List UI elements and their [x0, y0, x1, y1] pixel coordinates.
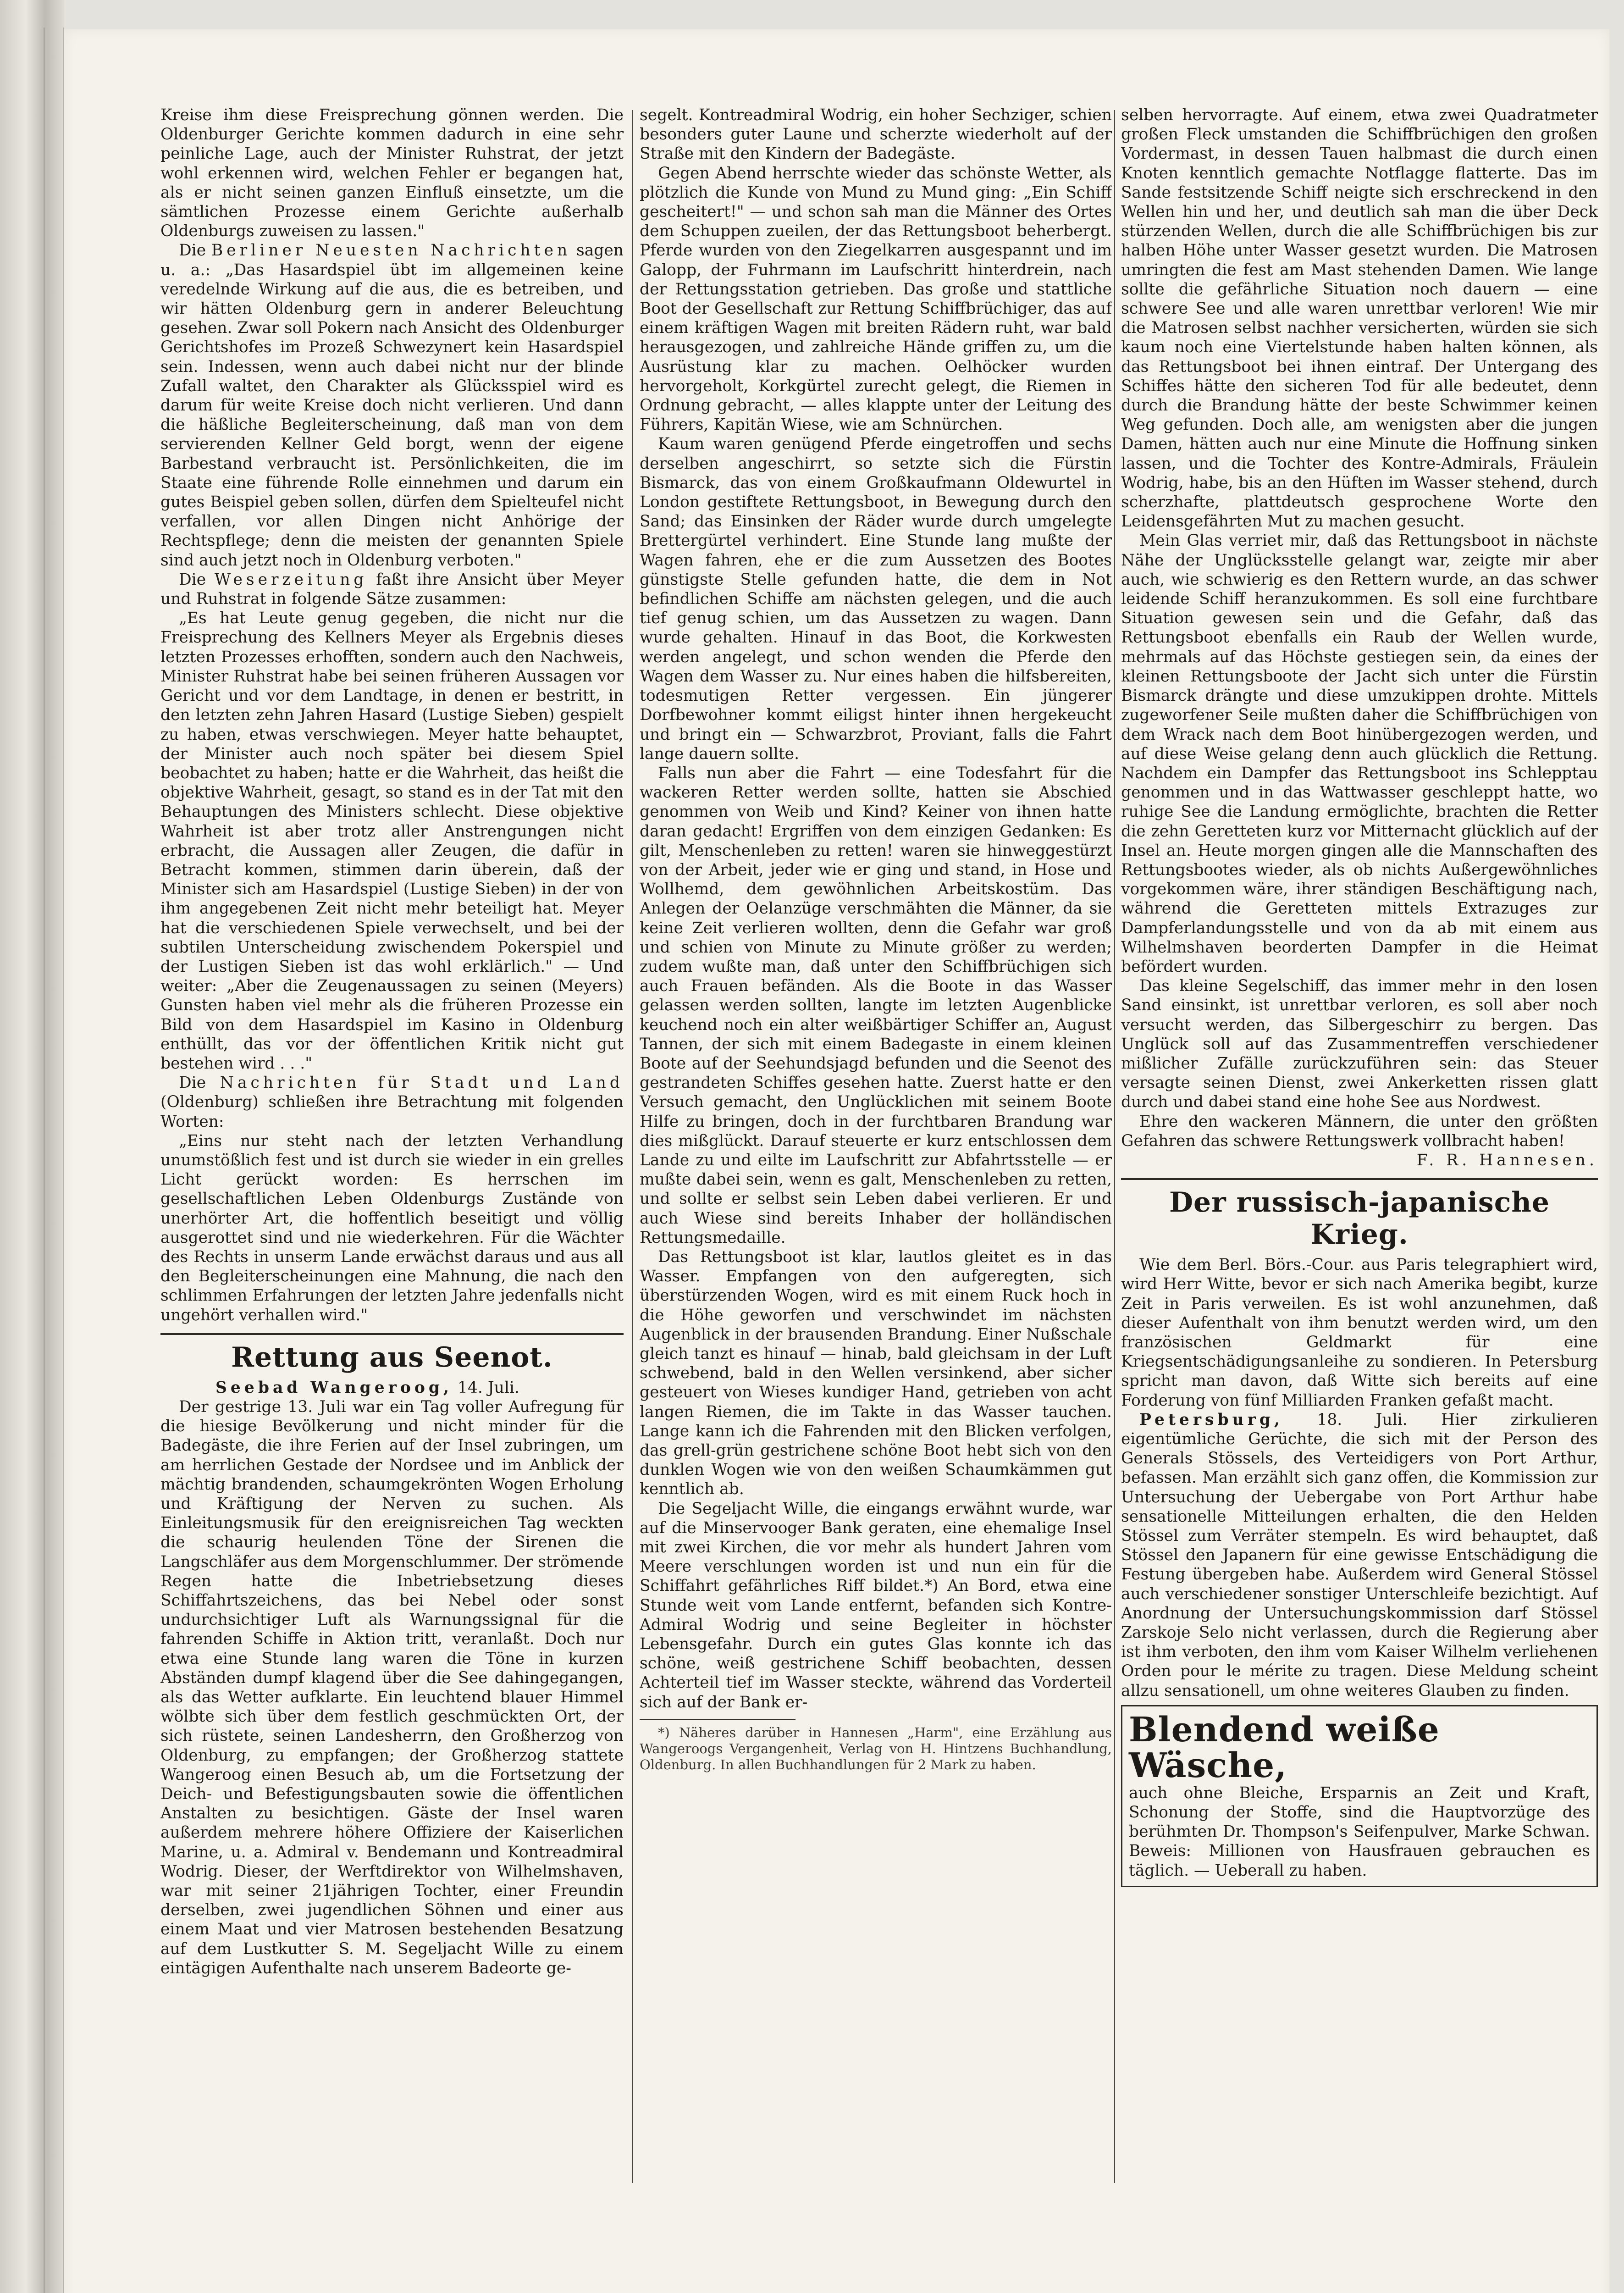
advertisement: [1121, 1705, 1598, 1887]
section-divider: [160, 1333, 624, 1335]
ad-headline: Blendend weiße Wäsche,: [1129, 1710, 1440, 1785]
paragraph: [160, 1073, 624, 1131]
paragraph: Das Rettungsboot ist klar, lautlos gleitet es in das Wasser. Empfangen von den aufgeregten, sich überstürzenden Wogen, wird es mit einem Ruck hoch in die Höhe geworfen und verschwindet im nächsten Augenblick in der brausenden Brandung. Einer Nußschale gleich tanzt es hinauf — hinab, bald gleichsam in der Luft schwebend, bald in den Wellen versinkend, aber sicher gesteuert von Wieses kundiger Hand, getrieben von acht langen Riemen, die im Takte in das Wasser tauchen. Lange kann ich die Fahrenden mit den Blicken verfolgen, das grell-grün gestrichene schöne Boot hebt sich von den dunklen Wogen wie von den weißen Schaumkämmen gut kenntlich ab.: [640, 1247, 1112, 1499]
paragraph: Kaum waren genügend Pferde eingetroffen und sechs derselben angeschirrt, so setzte sich die Fürstin Bismarck, das von einem Großkaufmann Oldewurtel in London gestiftete Rettungsboot, in Bewegung durch den Sand; das Einsinken der Räder wurde durch umgelegte Brettergürtel verhindert. Eine Stunde lang mußte der Wagen fahren, ehe er die zum Aussetzen des Bootes günstigste Stelle gefunden hatte, die dem in Not befindlichen Schiffe am nächsten gelegen, und die auch tief genug schien, um das Aussetzen zu wagen. Dann wurde gehalten. Hinauf in das Boot, die Korkwesten werden angelegt, und schon wenden die Pferde den Wagen dem Wasser zu. Nur eines haben die hilfsbereiten, todesmutigen Retter vergessen. Ein jüngerer Dorfbewohner kommt eiligst hinter ihnen hergekeucht und bringt ein — Schwarzbrot, Proviant, falls die Fahrt lange dauern sollte.: [640, 435, 1112, 763]
paragraph: [160, 570, 624, 609]
newspaper-name: Nachrichten für Stadt und Land: [220, 1074, 624, 1092]
paragraph: Das kleine Segelschiff, das immer mehr in den losen Sand einsinkt, ist unrettbar verloren, es soll aber noch versucht werden, das Silbergeschirr zu bergen. Das Unglück soll auf das Zusammentreffen verschiedener mißlicher Zufälle zurückzuführen sein: das Steuer versagte seinen Dienst, zwei Ankerketten rissen glatt durch und dabei stand eine hohe See aus Nordwest.: [1121, 977, 1598, 1112]
paragraph: Mein Glas verriet mir, daß das Rettungsboot in nächste Nähe der Unglücksstelle gelangt war, zeigte mir aber auch, wie schwierig es den Rettern wurde, an das schwer leidende Schiff heranzukommen. Es soll eine furchtbare Situation gewesen sein und die Gefahr, daß das Rettungsboot ebenfalls ein Raub der Wellen wurde, mehrmals auf das Höchste gestiegen sein, da eines der kleinen Rettungsboote der Jacht sich unter die Fürstin Bismarck drängte und diese umzukippen drohte. Mittels zugeworfener Seile mußten daher die Schiffbrüchigen von dem Wrack nach dem Boot hinübergezogen werden, und auf diese Weise gelang denn auch glücklich die Rettung. Nachdem ein Dampfer das Rettungsboot ins Schlepptau genommen und in das Wattwasser geschleppt hatte, wo ruhige See die Landung ermöglichte, brachten die Retter die zehn Geretteten kurz vor Mitternacht glücklich auf der Insel an. Heute morgen gingen alle die Mannschaften des Rettungsbootes wieder, als ob nichts Außergewöhnliches vorgekommen wäre, ihrer ständigen Beschäftigung nach, während die Geretteten mittels Extrazuges zur Dampferlandungsstelle und von da ab mit einem aus Wilhelmshaven beorderten Dampfer in die Heimat befördert wurden.: [1121, 532, 1598, 976]
paragraph: [160, 241, 624, 570]
paragraph: Kreise ihm diese Freisprechung gönnen werden. Die Oldenburger Gerichte kommen dadurch in eine sehr peinliche Lage, auch der Minister Ruhstrat, der jetzt wohl erkennen wird, welchen Fehler er begangen hat, als er nicht seinen ganzen Einfluß einsetzte, um die sämtlichen Prozesse einem Gerichte außerhalb Oldenburgs zuweisen zu lassen.": [160, 106, 624, 241]
column-3: [1121, 105, 1598, 2188]
headline-krieg: Der russisch-japanische Krieg.: [1169, 1186, 1550, 1251]
ad-text: auch ohne Bleiche, Ersparnis an Zeit und Kraft, Schonung der Stoffe, sind die Hauptvorzüge des berühmten Dr. Thompson's Seifenpulver, Marke Schwan. Beweis: Millionen von Hausfrauen gebrauchen es täglich. — Ueberall zu haben.: [1129, 1783, 1590, 1880]
quote-paragraph: „Eins nur steht nach der letzten Verhandlung unumstößlich fest und ist durch sie wieder in ein grelles Licht gerückt worden: Es herrschen im gesellschaftlichen Leben Oldenburgs Zustände von unerhörter Art, die hoffentlich beseitigt und völlig ausgerottet sind und nie wiederkehren. Für die Wächter des Rechts in unserm Lande erwächst daraus und aus all den Begleiterscheinungen eine Mahnung, die nach den schlimmen Erfahrungen der letzten Jahre jedenfalls nicht ungehört verhallen wird.": [160, 1131, 624, 1324]
paragraph: segelt. Kontreadmiral Wodrig, ein hoher Sechziger, schien besonders guter Laune und scherzte wiederholt auf der Straße mit den Kindern der Badegäste.: [640, 106, 1112, 163]
text: sagen u. a.: „Das Hasardspiel übt im allgemeinen keine veredelnde Wirkung auf die aus, die es betreiben, und wir hätten Oldenburg gern in anderer Beleuchtung gesehen. Zwar soll Pokern nach Ansicht des Oldenburger Gerichtshofes im Prozeß Schwezynert kein Hasardspiel sein. Indessen, wenn auch dabei nicht nur der blinde Zufall waltet, den Charakter als Glücksspiel wird es darum für weite Kreise doch nicht verlieren. Und dann die häßliche Begleiterscheinung, daß man von dem servierenden Kellner Geld borgt, wenn der eigene Barbestand verbraucht ist. Persönlichkeiten, die im Staate eine führende Rolle einnehmen und darum ein gutes Beispiel geben sollen, dürfen dem Spielteufel nicht verfallen, vor allen Dingen nicht Anhörige der Rechtspflege; denn die meisten der genannten Spiele sind auch jetzt noch in Oldenburg verboten.": [160, 241, 624, 570]
column-rule: [632, 110, 633, 2183]
footnote: *) Näheres darüber in Hannesen „Harm", eine Erzählung aus Wangeroogs Vergangenheit, Verlag von H. Hintzens Buchhandlung, Oldenburg. In allen Buchhandlungen für 2 Mark zu haben.: [640, 1724, 1112, 1772]
dateline-place: Petersburg,: [1139, 1410, 1283, 1429]
author-signature: F. R. Hannesen.: [1416, 1151, 1598, 1169]
paragraph: Der gestrige 13. Juli war ein Tag voller Aufregung für die hiesige Bevölkerung und nicht minder für die Badegäste, die ihre Ferien auf der Insel zubringen, um am herrlichen Gestade der Nordsee und im Anblick der mächtig brandenden, schaumgekrönten Wogen Erholung und Kräftigung der Nerven zu suchen. Als Einleitungsmusik für den ereignisreichen Tag weckten die schaurig heulenden Töne der Sirenen die Langschläfer aus dem Morgenschlummer. Der strömende Regen hatte die Inbetriebsetzung dieses Schiffahrtszeichens, das bei Nebel oder sonst undurchsichtiger Luft als Warnungssignal für die fahrenden Schiffe in Aktion tritt, veranlaßt. Doch nur etwa eine Stunde lang waren die Töne in kurzen Abständen dumpf klagend über die See dahingegangen, als das Wetter aufklarte. Ein leuchtend blauer Himmel wölbte sich über dem festlich geschmückten Ort, der sich rüstete, seinen Landesherrn, den Großherzog von Oldenburg, zu empfangen; der Großherzog stattete Wangeroog einen Besuch ab, um die Fortsetzung der Deich- und Befestigungsbauten sowie die öffentlichen Anstalten zu besichtigen. Gäste der Insel waren außerdem mehrere höhere Offiziere der Kaiserlichen Marine, u. a. Admiral v. Bendemann und Kontreadmiral Wodrig. Dieser, der Werftdirektor von Wilhelmshaven, war mit seiner 21jährigen Tochter, einer Freundin derselben, zwei jugendlichen Söhnen und einer aus einem Maat und vier Matrosen bestehenden Besatzung auf dem Lustkutter S. M. Segeljacht Wille zu einem eintägigen Aufenthalte nach unserem Badeorte ge-: [160, 1398, 624, 1977]
paragraph: Falls nun aber die Fahrt — eine Todesfahrt für die wackeren Retter werden sollte, hatten sie Abschied genommen von Weib und Kind? Keiner von ihnen hatte daran gedacht! Ergriffen von dem einzigen Gedanken: Es gilt, Menschenleben zu retten! waren sie hinweggestürzt von der Arbeit, jeder wie er ging und stand, in Hose und Wollhemd, dem gewöhnlichen Arbeitskostüm. Das Anlegen der Oelanzüge verschmähten die Männer, da sie keine Zeit verlieren wollten, denn die Gefahr war groß und schien von Minute zu Minute größer zu werden; zudem wußte man, daß unter den Schiffbrüchigen sich auch Frauen befänden. Als die Boote in das Wasser gelassen werden sollten, langte im letzten Augenblicke keuchend noch ein alter weißbärtiger Schiffer an, August Tannen, der sich mit einem Badegaste in einem kleinen Boote auf der Seehundsjagd befunden und die Seenot des gestrandeten Schiffes gesehen hatte. Zuerst hatte er den Versuch gemacht, den Unglücklichen mit seinem Boote Hilfe zu bringen, doch in der furchtbaren Brandung war dies mißglückt. Darauf steuerte er kurz entschlossen dem Lande zu und eilte im Laufschritt zur Abfahrtsstelle — er mußte dabei sein, wenn es galt, Menschenleben zu retten, und sollte er selbst sein Leben dabei verlieren. Er und auch Wiese sind bereits Inhaber der holländischen Rettungsmedaille.: [640, 764, 1112, 1247]
dateline-date: 14. Juli.: [458, 1378, 519, 1397]
column-2: [640, 105, 1112, 2188]
text: Die: [179, 1074, 206, 1092]
quote-paragraph: „Es hat Leute genug gegeben, die nicht nur die Freisprechung des Kellners Meyer als Ergebnis dieses letzten Prozesses erhofften, sondern auch den Nachweis, Minister Ruhstrat habe bei seinen früheren Aussagen vor Gericht und vor dem Landtage, in denen er bestritt, in den letzten zehn Jahren Hasard (Lustige Sieben) gespielt zu haben, etwas verschwiegen. Meyer hatte behauptet, der Minister auch noch später bei diesem Spiel beobachtet zu haben; hatte er die Wahrheit, das heißt die objektive Wahrheit, gesagt, so stand es in der Tat mit den Behauptungen des Ministers schlecht. Diese objektive Wahrheit ist aber trotz aller Anstrengungen nicht erbracht, die Aussagen aller Zeugen, die dafür in Betracht kommen, stimmen darin überein, daß der Minister sich am Hasardspiel (Lustige Sieben) in der von ihm angegebenen Zeit nicht mehr beteiligt hat. Meyer hat die verschiedenen Spiele verwechselt, und bei der subtilen Unterscheidung zwischendem Pokerspiel und der Lustigen Sieben ist das wohl erklärlich." — Und weiter: „Aber die Zeugenaussagen zu seinen (Meyers) Gunsten haben viel mehr als die früheren Prozesse ein Bild von dem Hasardspiel im Kasino in Oldenburg enthüllt, das vor der öffentlichen Kritik nicht gut bestehen wird . . .": [160, 609, 624, 1073]
headline-rettung: Rettung aus Seenot.: [231, 1341, 553, 1374]
paragraph: Die Segeljacht Wille, die eingangs erwähnt wurde, war auf die Minservooger Bank geraten, eine ehemalige Insel mit zwei Kirchen, die vor mehr als hundert Jahren vom Meere verschlungen worden ist und nun ein für die Schiffahrt gefährliches Riff bildet.*) An Bord, etwa eine Stunde weit vom Lande entfernt, befanden sich Kontre-Admiral Wodrig und seine Begleiter in höchster Lebensgefahr. Durch ein gutes Glas konnte ich das schöne, weiß gestrichene Schiff beobachten, dessen Achterteil tief im Wasser steckte, während das Vorderteil sich auf der Bank er-: [640, 1499, 1112, 1711]
paragraph: Gegen Abend herrschte wieder das schönste Wetter, als plötzlich die Kunde von Mund zu Mund ging: „Ein Schiff gescheitert!" — und schon sah man die Männer des Ortes dem Schuppen zueilen, der das Rettungsboot beherbergt. Pferde wurden von den Ziegelkarren ausgespannt und im Galopp, der Fuhrmann im Laufschritt hinterdrein, nach der Rettungsstation getrieben. Das große und stattliche Boot der Gesellschaft zur Rettung Schiffbrüchiger, das auf einem kräftigen Wagen mit breiten Rädern ruht, war bald herausgezogen, und zahlreiche Hände griffen zu, um die Ausrüstung klar zu machen. Oelhöcker wurden hervorgeholt, Korkgürtel zurecht gelegt, die Riemen in Ordnung gebracht, — alles klappte unter der Leitung des Führers, Kapitän Wiese, wie am Schnürchen.: [640, 164, 1112, 434]
paragraph: [1121, 1410, 1598, 1700]
newspaper-name: Weserzeitung: [214, 570, 368, 589]
text: Hier zirkulieren eigentümliche Gerüchte, die sich mit der Person des Generals Stössels, des Verteidigers von Port Arthur, befassen. Man erzählt sich ganz offen, die Kommission zur Untersuchung der Uebergabe von Port Arthur habe sensationelle Mitteilungen erhalten, die den Helden Stössel zum Verräter stempeln. Es wird behauptet, daß Stössel den Japanern für eine gewisse Entschädigung die Festung übergeben habe. Außerdem wird General Stössel auch verschiedener sonstiger Unterschleife bezichtigt. Auf Anordnung der Untersuchungskommission darf Stössel Zarskoje Selo nicht verlassen, durch die Regierung aber ist ihm verboten, den ihm vom Kaiser Wilhelm verliehenen Orden pour le mérite zu tragen. Diese Meldung scheint allzu sensationell, um ohne weiteres Glauben zu finden.: [1121, 1410, 1598, 1700]
dateline-place: Seebad Wangeroog,: [215, 1378, 453, 1397]
section-divider: [1121, 1178, 1598, 1180]
column-rule: [1114, 110, 1115, 2183]
paragraph: Ehre den wackeren Männern, die unter den größten Gefahren das schwere Rettungswerk vollbracht haben!: [1121, 1112, 1598, 1150]
column-1: [160, 105, 624, 2188]
dateline: [160, 1378, 624, 1397]
paragraph: selben hervorragte. Auf einem, etwa zwei Quadratmeter großen Fleck umstanden die Schiffbrüchigen den großen Vordermast, in dessen Tauen halbmast die durch einen Knoten kenntlich gemachte Notflagge flatterte. Das im Sande festsitzende Schiff neigte sich erschreckend in den Wellen hin und her, und deutlich sah man die über Deck stürzenden Wellen, durch die alle Schiffbrüchigen bis zur halben Höhe unter Wasser gesetzt wurden. Die Matrosen umringten die fest am Mast stehenden Damen. Wie lange sollte die gefährliche Situation noch dauern — eine schwere See und alle waren unrettbar verloren! Wie mir die Matrosen selbst nachher versicherten, würden sie sich kaum noch eine Viertelstunde haben halten können, als das Rettungsboot bei ihnen eintraf. Der Untergang des Schiffes hätte den sicheren Tod für alle bedeutet, denn durch die Brandung hätte der beste Schwimmer keinen Weg gefunden. Doch alle, am wenigsten aber die jungen Damen, hätten auch nur eine Minute die Hoffnung sinken lassen, und die Tochter des Kontre-Admirals, Fräulein Wodrig, habe, bis an den Hüften im Wasser stehend, durch scherzhafte, plattdeutsch gesprochene Worte den Leidensgefährten Mut zu machen gesucht.: [1121, 106, 1598, 531]
footnote-divider: [640, 1719, 795, 1720]
binding-edge: [44, 28, 64, 2293]
text: Die: [179, 241, 206, 260]
dateline-date: 18. Juli.: [1317, 1410, 1408, 1429]
text: Die: [179, 570, 206, 589]
text: (Oldenburg) schließen ihre Betrachtung mit folgenden Worten:: [160, 1093, 624, 1131]
text: faßt ihre Ansicht über Meyer und Ruhstrat in folgende Sätze zusammen:: [160, 570, 624, 609]
newspaper-name: Berliner Neuesten Nachrichten: [211, 241, 571, 260]
book-binding: [0, 0, 64, 2293]
paragraph: Wie dem Berl. Börs.-Cour. aus Paris telegraphiert wird, wird Herr Witte, bevor er sich nach Amerika begibt, kurze Zeit in Paris verweilen. Es ist wohl anzunehmen, daß dieser Aufenthalt von ihm benutzt werden wird, um den französischen Geldmarkt für eine Kriegsentschädigungsanleihe zu sondieren. In Petersburg spricht man davon, daß Witte sich bereits auf eine Forderung von fünf Milliarden Franken gefaßt macht.: [1121, 1256, 1598, 1410]
